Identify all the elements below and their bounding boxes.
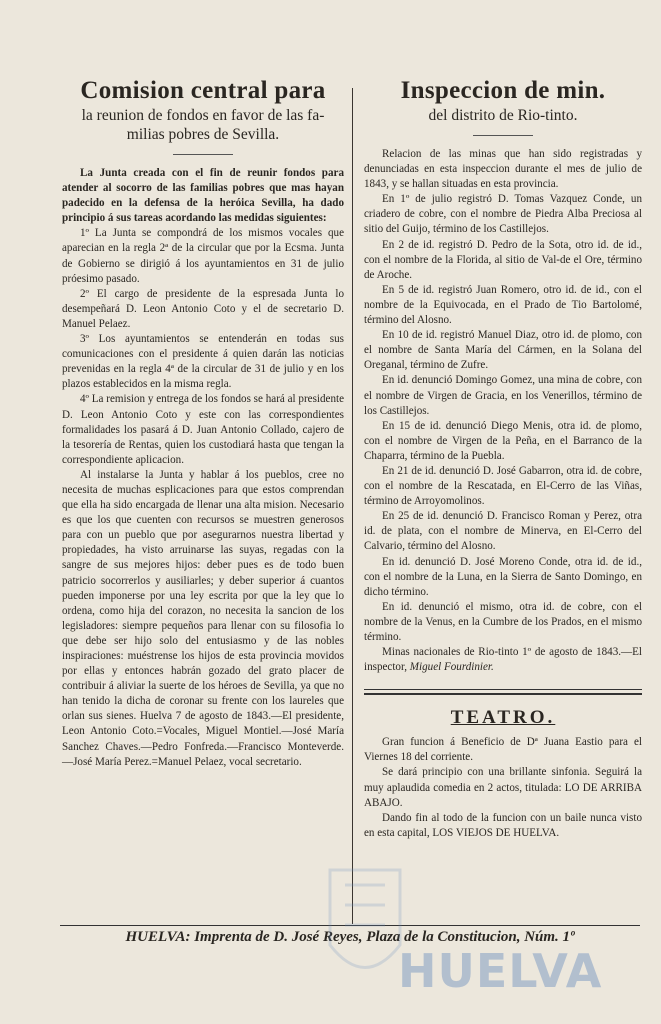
inspector-signature: Miguel Fourdinier.: [409, 661, 494, 674]
mine-entry: En 15 de id. denunció Diego Menis, otra id. de plomo, con el nombre de Virgen de la Peña, en el Barranco de la Chaparra, término de la Puebla.: [364, 419, 642, 462]
closing-text: Minas nacionales de Rio-tinto 1º de agosto de 1843.—El inspector,: [364, 646, 642, 674]
teatro-paragraph: Dando fin al todo de la funcion con un baile nunca visto en esta capital, LOS VIEJOS DE HUELVA.: [364, 811, 642, 839]
mines-intro: Relacion de las minas que han sido registradas y denunciadas en esta inspeccion durante el mes de julio de 1843, y se hallan situadas en esta provincia.: [364, 148, 642, 191]
left-rule-1: 1º La Junta se compondrá de los mismos vocales que aparecian en la regla 2ª de la circular que por la Ecsma. Junta de Gobierno se dirigió á los ayuntamientos en 31 de julio próesimo pasado.: [62, 227, 344, 285]
mine-entry: En 1º de julio registró D. Tomas Vazquez Conde, un criadero de cobre, con el nombre de Piedra Alba Preciosa al sitio del Guijo, término de los Castillejos.: [364, 193, 642, 236]
teatro-paragraph: Gran funcion á Beneficio de Dª Juana Eastio para el Viernes 18 del corriente.: [364, 736, 642, 764]
column-divider: [352, 88, 353, 924]
left-rule-2: 2º El cargo de presidente de la espresada Junta lo desempeñará D. Leon Antonio Coto y el de secretario D. Manuel Pelaez.: [62, 287, 344, 330]
mine-entry: En id. denunció el mismo, otra id. de cobre, con el nombre de la Venus, en la Cumbre de los Prados, en el mismo término.: [364, 600, 642, 643]
mine-entry: En 25 de id. denunció D. Francisco Roman y Perez, otra id. de plata, con el nombre de Minerva, en El-Cerro del Calvario, término del Alosno.: [364, 510, 642, 553]
left-appeal-paragraph: Al instalarse la Junta y hablar á los pueblos, cree no necesita de muchas esplicaciones para que estos comprendan que ella ha sido encargada de llenar una alta mision. Necesario es que los que cuenten con recursos se muestren generosos para con un pueblo que por asegurarnos nuestra libertad y propiedades, ha visto arruinarse las suyas, regadas con la sangre de sus mejores hijos: deber pues es de todo buen patricio socorrerlos y ausiliarles; y deber superior á cuantos pueden imponerse por una ley escrita por que la ley que lo ordena, como hija del corazon, no necesita la sancion de los legisladores: siempre pequeños para llenar con su filosofia lo que debe ser hijo solo del entusiasmo y de las nobles inspiraciones: muéstrense los hijos de esta provincia movidos por ellas y entonces habrán gozado del grato placer de contribuir á aliviar la suerte de los héroes de Sevilla, ya que no han tenido la dicha de coronar su frente con los laureles que orlan sus sienes. Huelva 7 de agosto de 1843.—El presidente, Leon Antonio Coto.=Vocales, Miguel Montiel.—José María Sanchez Chaves.—Pedro Fonfreda.—Francisco Monteverde.—José María Perez.=Manuel Pelaez, vocal secretario.: [62, 468, 344, 768]
teatro-heading: TEATRO.: [450, 707, 556, 729]
mine-entry: En 21 de id. denunció D. José Gabarron, otra id. de cobre, con el nombre de la Rescatada, en El-Cerro de las Viñas, término de Arroyomolinos.: [364, 464, 642, 508]
mines-closing: [364, 645, 642, 675]
heading-divider-right: [473, 135, 533, 136]
imprint-text: HUELVA: Imprenta de D. José Reyes, Plaza de la Constitucion, Núm. 1º: [125, 929, 575, 945]
mine-entry: En 10 de id. registró Manuel Diaz, otro id. de plomo, con el nombre de Santa María del Cármen, en la Solana del Oreganal, término de Zufre.: [364, 329, 642, 372]
left-rule-4: 4º La remision y entrega de los fondos se hará al presidente D. Leon Antonio Coto y este con las correspondientes formalidades los pasará á D. Juan Antonio Collado, cajero de la tesorería de Rentas, quien los custodiará hasta que tengan la correspondiente aplicacion.: [62, 393, 344, 466]
mine-entry: En 5 de id. registró Juan Romero, otro id. de id., con el nombre de la Equivocada, en el Prado de Tio Bartolomé, término del Alosno.: [364, 283, 642, 327]
section-double-rule: [364, 689, 642, 695]
mine-entry: En id. denunció D. José Moreno Conde, otra id. de id., con el nombre de la Luna, en la Sierra de Santo Domingo, en dicho término.: [364, 555, 642, 598]
teatro-paragraph: Se dará principio con una brillante sinfonia. Seguirá la muy aplaudida comedia en 2 actos, titulada: LO DE ARRIBA ABAJO.: [364, 766, 642, 809]
right-subtitle: del distrito de Rio-tinto.: [428, 107, 578, 124]
mine-entry: En 2 de id. registró D. Pedro de la Sota, otro id. de id., con el nombre de la Florida, al sitio de Val-de el Ore, término de Aroche.: [364, 238, 642, 281]
watermark-text: HUELVA: [398, 944, 603, 998]
left-heading: Comision central para: [80, 77, 326, 104]
left-subtitle-line-2: milias pobres de Sevilla.: [126, 126, 280, 143]
left-paragraph-1: La Junta creada con el fin de reunir fondos para atender al socorro de las familias pobres que mas hayan padecido en la defensa de la heróica Sevilla, ha dado principio á sus tareas acordando las medidas siguientes:: [62, 167, 344, 225]
left-column: [62, 78, 344, 770]
heading-divider: [173, 154, 233, 155]
left-rule-3: 3º Los ayuntamientos se entenderán en todas sus comunicaciones con el presidente á quien darán las noticias prevenidas en la regla 4ª de la circular de 31 de julio y en los plazos establecidos en la misma regla.: [62, 333, 344, 391]
right-column: [364, 78, 642, 841]
left-subtitle-line-1: la reunion de fondos en favor de las fa-: [81, 107, 325, 124]
right-heading: Inspeccion de min.: [400, 77, 606, 104]
mine-entry: En id. denunció Domingo Gomez, una mina de cobre, con el nombre de Virgen de Gracia, en los Venerillos, término de los Castillejos.: [364, 374, 642, 417]
